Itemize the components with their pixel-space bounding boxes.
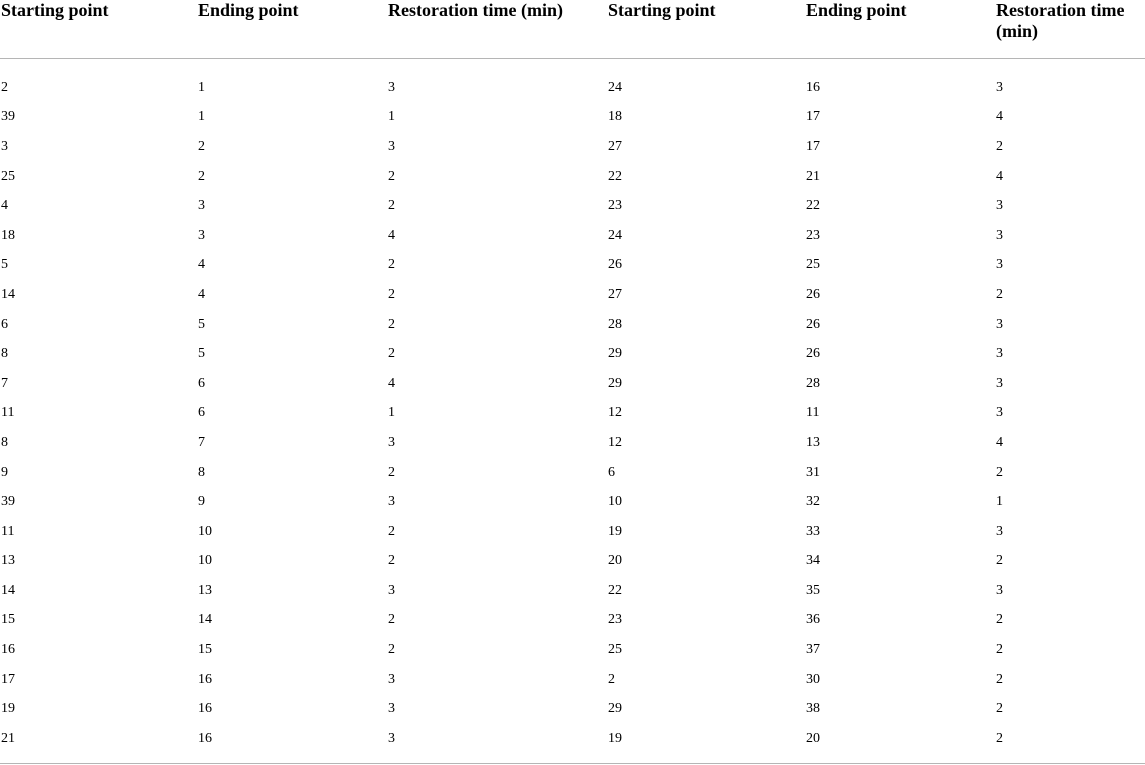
cell-restoration-time: 2 — [996, 730, 1003, 746]
cell-restoration-time: 2 — [388, 464, 395, 480]
cell-starting-point: 17 — [1, 671, 15, 687]
cell-ending-point: 30 — [806, 671, 820, 687]
cell-starting-point: 4 — [1, 198, 8, 214]
cell-ending-point: 26 — [806, 286, 820, 302]
cell-ending-point: 34 — [806, 553, 820, 569]
cell-restoration-time: 3 — [996, 582, 1003, 598]
cell-ending-point: 26 — [806, 346, 820, 362]
cell-ending-point: 32 — [806, 494, 820, 510]
cell-starting-point: 24 — [608, 227, 622, 243]
table-row — [0, 103, 1145, 133]
cell-restoration-time: 3 — [996, 405, 1003, 421]
header-starting-point: Starting point — [607, 0, 805, 59]
cell-ending-point: 16 — [198, 730, 212, 746]
cell-starting-point: 24 — [608, 79, 622, 95]
cell-ending-point: 4 — [198, 286, 205, 302]
header-row — [0, 0, 1145, 59]
table-row — [0, 458, 1145, 488]
cell-restoration-time: 3 — [388, 434, 395, 450]
cell-ending-point: 2 — [198, 168, 205, 184]
cell-restoration-time: 3 — [388, 79, 395, 95]
cell-starting-point: 5 — [1, 257, 8, 273]
cell-restoration-time: 1 — [388, 405, 395, 421]
cell-ending-point: 35 — [806, 582, 820, 598]
cell-starting-point: 25 — [608, 642, 622, 658]
table-body — [0, 59, 1145, 754]
cell-starting-point: 16 — [1, 642, 15, 658]
cell-restoration-time: 2 — [996, 612, 1003, 628]
cell-restoration-time: 2 — [388, 523, 395, 539]
cell-starting-point: 39 — [1, 494, 15, 510]
cell-ending-point: 16 — [806, 79, 820, 95]
cell-ending-point: 6 — [198, 375, 205, 391]
cell-starting-point: 19 — [608, 730, 622, 746]
cell-starting-point: 23 — [608, 198, 622, 214]
cell-ending-point: 4 — [198, 257, 205, 273]
cell-starting-point: 14 — [1, 582, 15, 598]
cell-ending-point: 1 — [198, 109, 205, 125]
cell-starting-point: 12 — [608, 434, 622, 450]
cell-starting-point: 19 — [1, 701, 15, 717]
header-starting-point: Starting point — [0, 0, 197, 59]
cell-restoration-time: 3 — [996, 346, 1003, 362]
cell-restoration-time: 2 — [388, 286, 395, 302]
cell-restoration-time: 3 — [388, 701, 395, 717]
cell-starting-point: 29 — [608, 701, 622, 717]
cell-restoration-time: 2 — [388, 257, 395, 273]
table-row — [0, 280, 1145, 310]
cell-ending-point: 14 — [198, 612, 212, 628]
cell-restoration-time: 4 — [388, 227, 395, 243]
cell-ending-point: 31 — [806, 464, 820, 480]
table-row — [0, 665, 1145, 695]
cell-ending-point: 10 — [198, 523, 212, 539]
cell-starting-point: 7 — [1, 375, 8, 391]
cell-ending-point: 1 — [198, 79, 205, 95]
cell-starting-point: 11 — [1, 405, 15, 421]
cell-ending-point: 36 — [806, 612, 820, 628]
cell-restoration-time: 2 — [996, 553, 1003, 569]
cell-restoration-time: 3 — [996, 198, 1003, 214]
cell-ending-point: 13 — [198, 582, 212, 598]
cell-starting-point: 11 — [1, 523, 15, 539]
cell-ending-point: 15 — [198, 642, 212, 658]
cell-starting-point: 19 — [608, 523, 622, 539]
table-row — [0, 576, 1145, 606]
bottom-rule — [0, 763, 1145, 764]
table-row — [0, 310, 1145, 340]
cell-restoration-time: 3 — [388, 582, 395, 598]
cell-restoration-time: 4 — [996, 168, 1003, 184]
cell-restoration-time: 3 — [388, 494, 395, 510]
table-row — [0, 399, 1145, 429]
cell-restoration-time: 2 — [996, 701, 1003, 717]
cell-restoration-time: 2 — [388, 612, 395, 628]
table-row — [0, 369, 1145, 399]
cell-ending-point: 3 — [198, 198, 205, 214]
cell-restoration-time: 2 — [996, 464, 1003, 480]
cell-starting-point: 39 — [1, 109, 15, 125]
cell-starting-point: 27 — [608, 138, 622, 154]
table-row — [0, 221, 1145, 251]
cell-ending-point: 16 — [198, 701, 212, 717]
cell-ending-point: 17 — [806, 109, 820, 125]
cell-ending-point: 38 — [806, 701, 820, 717]
cell-starting-point: 8 — [1, 434, 8, 450]
cell-starting-point: 23 — [608, 612, 622, 628]
cell-restoration-time: 2 — [996, 671, 1003, 687]
cell-ending-point: 3 — [198, 227, 205, 243]
header-ending-point: Ending point — [805, 0, 995, 59]
table-row — [0, 251, 1145, 281]
cell-starting-point: 28 — [608, 316, 622, 332]
header-spacer — [0, 59, 1145, 74]
table-row — [0, 547, 1145, 577]
cell-starting-point: 10 — [608, 494, 622, 510]
header-restoration-time: Restoration time (min) — [995, 0, 1145, 59]
header-restoration-time: Restoration time (min) — [387, 0, 607, 59]
cell-restoration-time: 4 — [996, 434, 1003, 450]
cell-restoration-time: 2 — [996, 286, 1003, 302]
cell-starting-point: 29 — [608, 375, 622, 391]
cell-starting-point: 9 — [1, 464, 8, 480]
table-row — [0, 724, 1145, 754]
cell-ending-point: 17 — [806, 138, 820, 154]
table-row — [0, 191, 1145, 221]
table-row — [0, 73, 1145, 103]
cell-starting-point: 26 — [608, 257, 622, 273]
cell-starting-point: 22 — [608, 582, 622, 598]
cell-starting-point: 29 — [608, 346, 622, 362]
cell-ending-point: 20 — [806, 730, 820, 746]
cell-ending-point: 11 — [806, 405, 820, 421]
cell-starting-point: 6 — [1, 316, 8, 332]
cell-restoration-time: 3 — [996, 316, 1003, 332]
cell-starting-point: 27 — [608, 286, 622, 302]
cell-ending-point: 5 — [198, 316, 205, 332]
cell-starting-point: 21 — [1, 730, 15, 746]
table-row — [0, 694, 1145, 724]
table-row — [0, 162, 1145, 192]
cell-ending-point: 25 — [806, 257, 820, 273]
cell-restoration-time: 3 — [388, 671, 395, 687]
cell-restoration-time: 2 — [388, 553, 395, 569]
cell-ending-point: 37 — [806, 642, 820, 658]
cell-restoration-time: 1 — [388, 109, 395, 125]
cell-restoration-time: 3 — [996, 375, 1003, 391]
cell-restoration-time: 3 — [388, 138, 395, 154]
cell-restoration-time: 2 — [388, 316, 395, 332]
table-row — [0, 132, 1145, 162]
cell-starting-point: 14 — [1, 286, 15, 302]
cell-restoration-time: 2 — [388, 168, 395, 184]
cell-ending-point: 16 — [198, 671, 212, 687]
table-row — [0, 635, 1145, 665]
cell-starting-point: 22 — [608, 168, 622, 184]
cell-restoration-time: 4 — [388, 375, 395, 391]
cell-restoration-time: 3 — [996, 257, 1003, 273]
cell-ending-point: 22 — [806, 198, 820, 214]
table-row — [0, 606, 1145, 636]
cell-ending-point: 21 — [806, 168, 820, 184]
cell-restoration-time: 2 — [388, 346, 395, 362]
cell-ending-point: 13 — [806, 434, 820, 450]
cell-starting-point: 6 — [608, 464, 615, 480]
cell-ending-point: 33 — [806, 523, 820, 539]
cell-starting-point: 2 — [1, 79, 8, 95]
table-header — [0, 0, 1145, 59]
cell-ending-point: 6 — [198, 405, 205, 421]
cell-ending-point: 23 — [806, 227, 820, 243]
cell-restoration-time: 3 — [388, 730, 395, 746]
cell-restoration-time: 4 — [996, 109, 1003, 125]
cell-ending-point: 8 — [198, 464, 205, 480]
cell-starting-point: 15 — [1, 612, 15, 628]
cell-restoration-time: 3 — [996, 523, 1003, 539]
cell-starting-point: 20 — [608, 553, 622, 569]
cell-starting-point: 18 — [608, 109, 622, 125]
cell-restoration-time: 3 — [996, 227, 1003, 243]
cell-ending-point: 28 — [806, 375, 820, 391]
cell-starting-point: 25 — [1, 168, 15, 184]
cell-starting-point: 12 — [608, 405, 622, 421]
table-row — [0, 487, 1145, 517]
cell-starting-point: 2 — [608, 671, 615, 687]
table-row — [0, 428, 1145, 458]
cell-ending-point: 5 — [198, 346, 205, 362]
cell-ending-point: 26 — [806, 316, 820, 332]
cell-ending-point: 10 — [198, 553, 212, 569]
cell-ending-point: 2 — [198, 138, 205, 154]
cell-starting-point: 18 — [1, 227, 15, 243]
cell-starting-point: 8 — [1, 346, 8, 362]
cell-restoration-time: 2 — [996, 138, 1003, 154]
cell-restoration-time: 3 — [996, 79, 1003, 95]
table-row — [0, 339, 1145, 369]
cell-starting-point: 13 — [1, 553, 15, 569]
header-ending-point: Ending point — [197, 0, 387, 59]
cell-restoration-time: 2 — [996, 642, 1003, 658]
cell-ending-point: 9 — [198, 494, 205, 510]
table-row — [0, 517, 1145, 547]
cell-starting-point: 3 — [1, 138, 8, 154]
cell-restoration-time: 1 — [996, 494, 1003, 510]
cell-ending-point: 7 — [198, 434, 205, 450]
cell-restoration-time: 2 — [388, 642, 395, 658]
cell-restoration-time: 2 — [388, 198, 395, 214]
